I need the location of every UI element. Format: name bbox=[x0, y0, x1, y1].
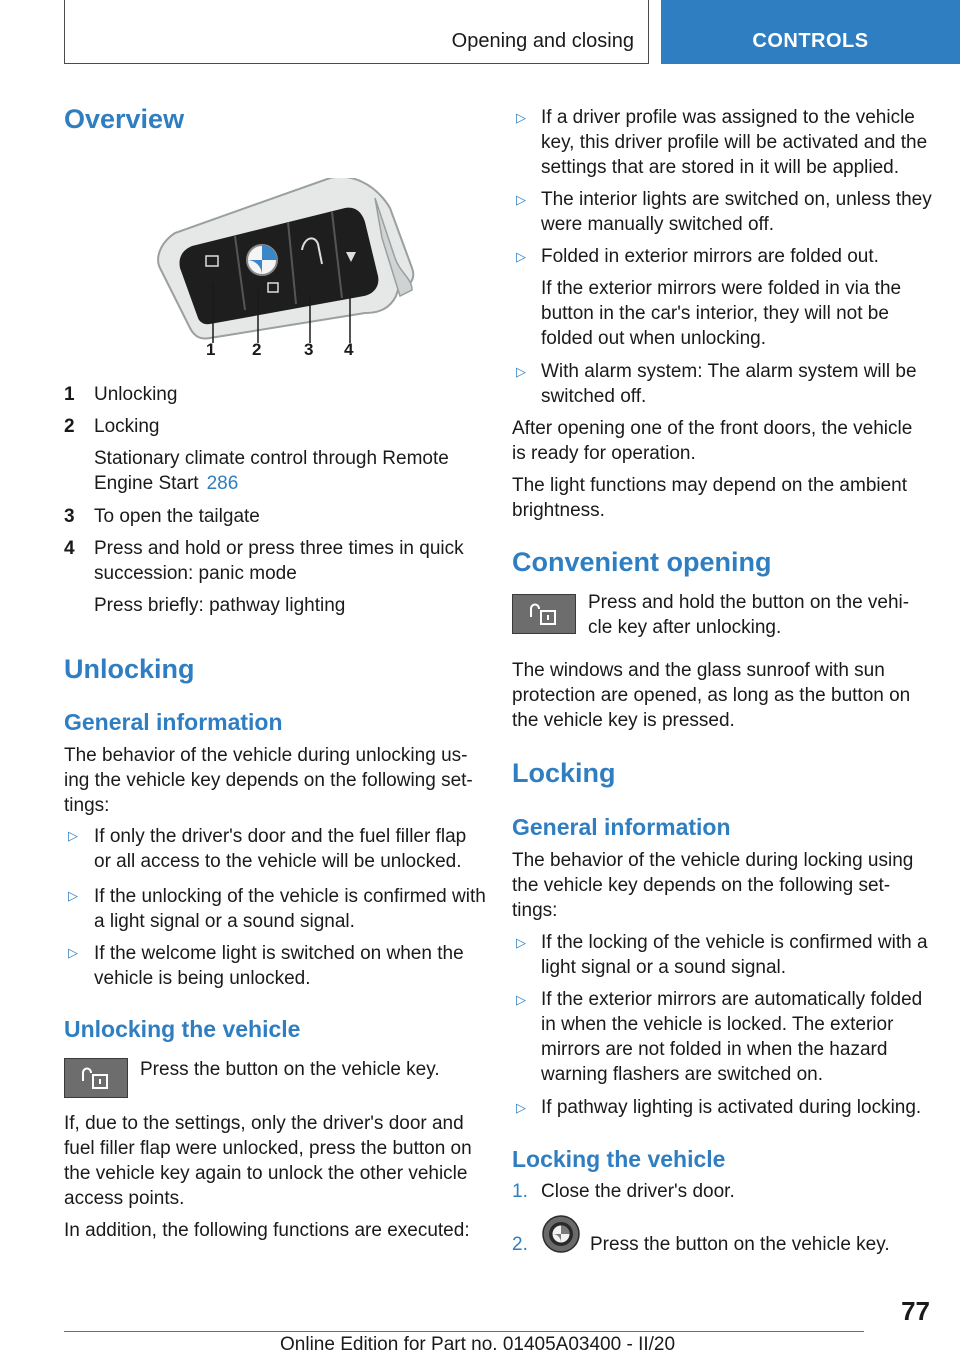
bullet-triangle-icon: ▷ bbox=[516, 364, 526, 379]
figure-label-1: 1 bbox=[206, 340, 216, 359]
bullet-text: If the unlocking of the vehicle is confirmed with a light signal or a sound signal. bbox=[94, 886, 486, 932]
unlock-shackle bbox=[531, 605, 539, 618]
unlocking-intro: The behavior of the vehicle during unlocking us-ing the vehicle key depends on the following set-tings: bbox=[64, 745, 473, 816]
legend-text: Press and hold or press three times in quick succession: panic mode bbox=[94, 538, 464, 584]
bmw-logo-button-icon bbox=[541, 1214, 581, 1254]
step-text: Press the button on the vehicle key. bbox=[590, 1234, 890, 1255]
mirror-note: If the exterior mirrors were folded in via the button in the car's interior, they will not be folded out when unlocking. bbox=[541, 278, 902, 349]
legend-num: 2 bbox=[64, 416, 75, 437]
legend-num: 3 bbox=[64, 506, 75, 527]
bullet-triangle-icon: ▷ bbox=[68, 828, 78, 843]
locking-general-heading: General information bbox=[512, 814, 731, 840]
figure-label-4: 4 bbox=[344, 340, 354, 359]
convenient-press-text: Press and hold the button on the vehi-cle key after unlocking. bbox=[588, 592, 910, 638]
header-tab[interactable] bbox=[661, 0, 960, 64]
bullet-triangle-icon: ▷ bbox=[516, 192, 526, 207]
bullet-triangle-icon: ▷ bbox=[516, 249, 526, 264]
key-fob-illustration bbox=[150, 178, 420, 358]
step-text: Close the driver's door. bbox=[541, 1181, 735, 1202]
unlock-button-icon bbox=[64, 1058, 128, 1098]
footer-edition: Online Edition for Part no. 01405A03400 - II/20 bbox=[280, 1334, 676, 1355]
convenient-opening-heading: Convenient opening bbox=[512, 547, 772, 577]
legend-text: Unlocking bbox=[94, 384, 178, 405]
unlocking-general-heading: General information bbox=[64, 709, 283, 735]
bullet-triangle-icon: ▷ bbox=[516, 110, 526, 125]
legend-text: Locking bbox=[94, 416, 160, 437]
footer-divider bbox=[64, 1331, 864, 1332]
header-tab-label: CONTROLS bbox=[752, 30, 869, 52]
unlock-shackle bbox=[83, 1069, 91, 1082]
bullet-text: If only the driver's door and the fuel filler flap or all access to the vehicle will be unlocked. bbox=[94, 826, 467, 872]
legend-extra: Press briefly: pathway lighting bbox=[94, 595, 346, 616]
legend-num: 4 bbox=[64, 538, 75, 559]
unlocking-heading: Unlocking bbox=[64, 654, 195, 684]
bullet-text: If the exterior mirrors are automatically folded in when the vehicle is locked. The exterior mirrors are not folded in when the hazard warning flashers are switched on. bbox=[541, 989, 923, 1085]
unlocking-press-text: Press the button on the vehicle key. bbox=[140, 1059, 440, 1080]
convenient-text: The windows and the glass sunroof with sun protection are opened, as long as the button on the vehicle key is pressed. bbox=[512, 660, 911, 731]
figure-label-3: 3 bbox=[304, 340, 314, 359]
unlocking-addition-text: In addition, the following functions are executed: bbox=[64, 1220, 470, 1241]
legend-extra bbox=[94, 446, 464, 496]
header-section-box bbox=[64, 0, 649, 64]
bullet-text: If the welcome light is switched on when the vehicle is being unlocked. bbox=[94, 943, 464, 989]
bullet-text: If the locking of the vehicle is confirmed with a light signal or a sound signal. bbox=[541, 932, 928, 978]
locking-heading: Locking bbox=[512, 758, 616, 788]
page-number: 77 bbox=[901, 1296, 930, 1326]
bullet-triangle-icon: ▷ bbox=[68, 888, 78, 903]
unlocking-vehicle-heading: Unlocking the vehicle bbox=[64, 1016, 301, 1042]
light-functions-text: The light functions may depend on the ambient brightness. bbox=[512, 475, 908, 521]
step-number: 1. bbox=[512, 1181, 528, 1202]
page-reference-link[interactable]: 286 bbox=[206, 473, 239, 494]
locking-vehicle-heading: Locking the vehicle bbox=[512, 1146, 726, 1172]
bullet-triangle-icon: ▷ bbox=[516, 935, 526, 950]
bullet-text: With alarm system: The alarm system will be switched off. bbox=[541, 361, 917, 407]
legend-num: 1 bbox=[64, 384, 75, 405]
after-opening-text: After opening one of the front doors, the vehicle is ready for operation. bbox=[512, 418, 913, 464]
legend-extra-text: Stationary climate control through Remote Engine Start bbox=[94, 448, 449, 494]
unlock-button-icon bbox=[512, 594, 576, 634]
figure-label-2: 2 bbox=[252, 340, 262, 359]
bullet-text: Folded in exterior mirrors are folded out. bbox=[541, 246, 879, 267]
bullet-triangle-icon: ▷ bbox=[516, 992, 526, 1007]
bullet-text: If pathway lighting is activated during locking. bbox=[541, 1097, 922, 1118]
unlocking-vehicle-text: If, due to the settings, only the driver's door and fuel filler flap were unlocked, press the button on the vehicle key again to unlock the other vehicle access points. bbox=[64, 1113, 472, 1209]
locking-intro: The behavior of the vehicle during locking using the vehicle key depends on the following set-tings: bbox=[512, 850, 914, 921]
header-section-title: Opening and closing bbox=[451, 30, 634, 52]
bullet-triangle-icon: ▷ bbox=[516, 1100, 526, 1115]
bullet-text: If a driver profile was assigned to the vehicle key, this driver profile will be activated and the settings that are stored in it will be applied. bbox=[541, 107, 928, 178]
bullet-text: The interior lights are switched on, unless they were manually switched off. bbox=[541, 189, 932, 235]
legend-text: To open the tailgate bbox=[94, 506, 260, 527]
overview-heading: Overview bbox=[64, 104, 185, 134]
bullet-triangle-icon: ▷ bbox=[68, 945, 78, 960]
step-number: 2. bbox=[512, 1234, 528, 1255]
